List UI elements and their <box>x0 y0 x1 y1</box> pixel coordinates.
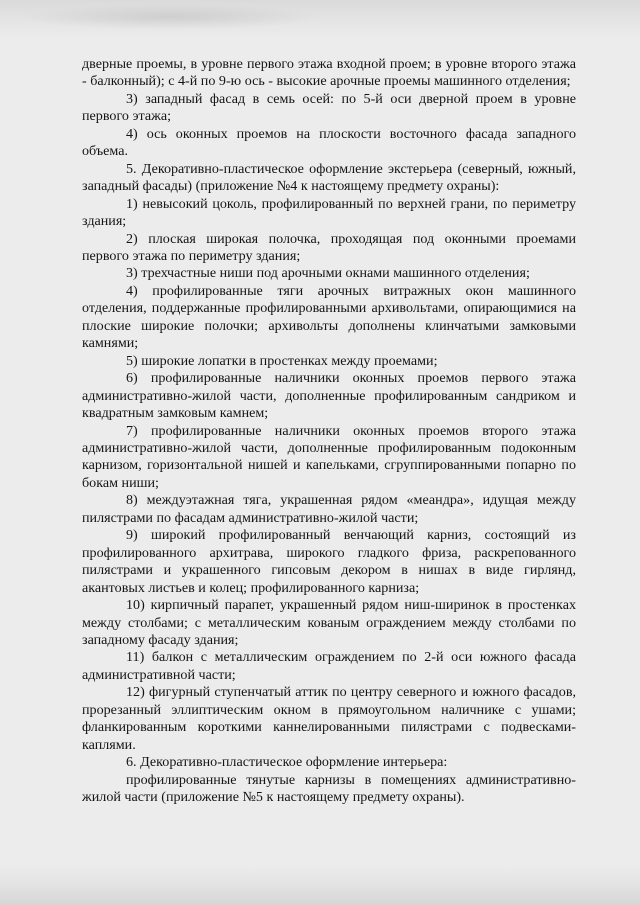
list-item-niches: 3) трехчастные ниши под арочными окнами машинного отделения; <box>126 265 530 282</box>
list-item-first-floor-casings: 6) профилированные наличники оконных проемов первого этажа административно-жилой части, дополненные профилированным сандриком и квадратным замковым камнем; <box>82 370 576 422</box>
list-item-second-floor-casings: 7) профилированные наличники оконных проемов второго этажа административно-жилой части, дополненные профилированным подоконным карнизом, горизонтальной нишей и капельками, сгруппированными попарно по бокам ниши; <box>82 422 576 491</box>
list-item-belt-course: 8) междуэтажная тяга, украшенная рядом «меандра», идущая между пилястрами по фасадам административно-жилой части; <box>82 492 576 526</box>
scan-shadow-bottom <box>0 865 640 905</box>
list-item-parapet: 10) кирпичный парапет, украшенный рядом ниш-ширинок в простенках между столбами; с металлическим кованым ограждением между столбами по западному фасаду здания; <box>82 597 576 648</box>
list-item-balcony: 11) балкон с металлическим ограждением по 2-й оси южного фасада административной части; <box>82 649 576 683</box>
list-item-pilaster-strips: 5) широкие лопатки в простенках между проемами; <box>126 352 438 369</box>
paragraph-interior-cornices: профилированные тянутые карнизы в помещениях административно-жилой части (приложение №5 к настоящему предмету охраны). <box>82 771 576 806</box>
list-item-cornice: 9) широкий профилированный венчающий карниз, состоящий из профилированного архитрава, широкого гладкого фриза, раскрепованного пилястрами и украшенного гипсовым декором в нишах в виде гирлянд, акантовых листьев и колец; профилированного карниза; <box>82 527 576 596</box>
paragraph-west-facade: 3) западный фасад в семь осей: по 5-й оси дверной проем в уровне первого этажа; <box>82 90 576 125</box>
document-page <box>82 56 576 806</box>
list-item-plinth: 1) невысокий цоколь, профилированный по верхней грани, по периметру здания; <box>82 195 576 230</box>
list-item-arched-windows: 4) профилированные тяги арочных витражных окон машинного отделения, поддержанные профилированными архивольтами, опирающимися на плоские широкие полочки; архивольты дополнены клинчатыми замковыми камнями; <box>82 282 576 352</box>
paragraph-continuation: дверные проемы, в уровне первого этажа входной проем; в уровне второго этажа - балконный); с 4-й по 9-ю ось - высокие арочные проемы машинного отделения; <box>82 56 576 90</box>
scan-smudge <box>20 4 320 30</box>
section-heading-interior: 6. Декоративно-пластическое оформление интерьера: <box>126 754 448 771</box>
list-item-shelf: 2) плоская широкая полочка, проходящая под оконными проемами первого этажа по периметру здания; <box>82 230 576 264</box>
list-item-attic: 12) фигурный ступенчатый аттик по центру северного и южного фасадов, прорезанный эллиптическим окном в прямоугольном наличнике с ушами; фланкированным короткими каннелированными пилястрами с подвесками-каплями. <box>82 684 576 753</box>
paragraph-east-facade-axis: 4) ось оконных проемов на плоскости восточного фасада западного объема. <box>82 125 576 160</box>
section-heading-exterior: 5. Декоративно-пластическое оформление экстерьера (северный, южный, западный фасады) (приложение №4 к настоящему предмету охраны): <box>82 160 576 195</box>
